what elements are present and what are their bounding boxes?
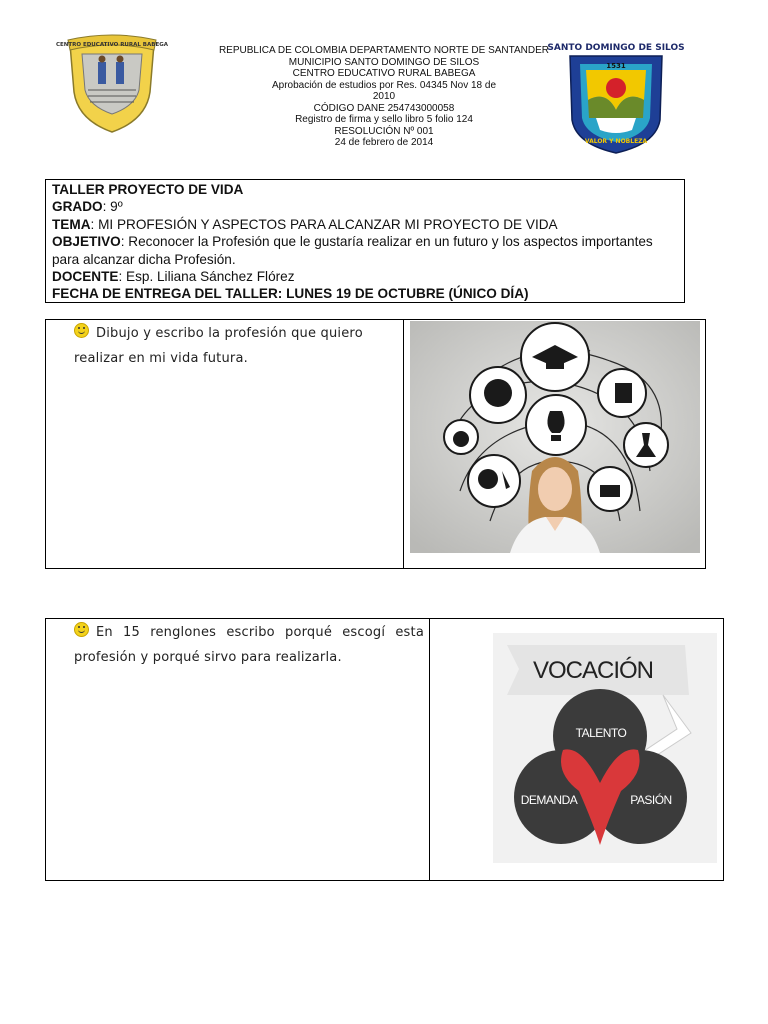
objetivo-label: OBJETIVO: [52, 234, 121, 250]
header-line: Aprobación de estudios por Res. 04345 Nov 18 de 2010: [271, 79, 497, 102]
docente-value: : Esp. Liliana Sánchez Flórez: [118, 269, 295, 285]
smiley-icon: [74, 622, 89, 637]
smiley-icon: [74, 323, 89, 338]
career-icons-illustration: [410, 321, 700, 553]
tema-value: : MI PROFESIÓN Y ASPECTOS PARA ALCANZAR MI PROYECTO DE VIDA: [90, 216, 558, 232]
logo-right-motto: VALOR Y NOBLEZA: [584, 138, 648, 145]
institution-header: [200, 45, 568, 149]
venn-label-demanda: DEMANDA: [520, 793, 578, 807]
activity-table-2: [45, 618, 724, 881]
grado-value: : 9º: [102, 199, 123, 215]
activity-2-text-cell: [74, 620, 424, 670]
header-line: Registro de firma y sello libro 5 folio 124: [295, 114, 473, 125]
vocacion-venn-diagram: [493, 633, 717, 863]
workshop-info-box: [45, 179, 685, 303]
header-line: MUNICIPIO SANTO DOMINGO DE SILOS: [288, 56, 480, 68]
activity-table-1: [45, 319, 706, 569]
objetivo-value: : Reconocer la Profesión que le gustaría realizar en un futuro y los aspectos importantes para alcanzar dicha Profesión.: [52, 234, 653, 267]
header-line: RESOLUCIÓN Nº 001: [334, 125, 434, 137]
docente-label: DOCENTE: [52, 269, 119, 285]
header-line: 24 de febrero de 2014: [334, 137, 434, 148]
logo-left-text: CENTRO EDUCATIVO RURAL BABEGA: [56, 42, 168, 48]
activity-1-text: Dibujo y escribo la profesión que quiero realizar en mi vida futura.: [74, 326, 363, 366]
delivery-date: FECHA DE ENTREGA DEL TALLER: LUNES 19 DE OCTUBRE (ÚNICO DÍA): [52, 286, 529, 302]
cell-divider: [403, 320, 404, 568]
activity-2-text: En 15 renglones escribo porqué escogí esta profesión y porqué sirvo para realizarla.: [74, 625, 424, 665]
workshop-title: TALLER PROYECTO DE VIDA: [52, 182, 244, 197]
logo-right-year: 1531: [606, 62, 626, 70]
header-line: REPUBLICA DE COLOMBIA DEPARTAMENTO NORTE DE SANTANDER: [218, 45, 550, 56]
venn-label-talento: TALENTO: [575, 726, 627, 740]
logo-right-title: SANTO DOMINGO DE SILOS: [547, 43, 685, 53]
activity-1-text-cell: [74, 321, 384, 371]
vocacion-title: VOCACIÓN: [532, 657, 654, 684]
school-shield-logo: [56, 32, 168, 137]
grado-label: GRADO: [52, 199, 103, 215]
cell-divider: [429, 619, 430, 880]
header-line: CENTRO EDUCATIVO RURAL BABEGA: [292, 68, 476, 79]
tema-label: TEMA: [52, 216, 91, 232]
municipality-shield-logo: [547, 40, 685, 155]
header-line: CÓDIGO DANE 254743000058: [313, 102, 455, 114]
venn-label-pasion: PASIÓN: [630, 793, 672, 807]
